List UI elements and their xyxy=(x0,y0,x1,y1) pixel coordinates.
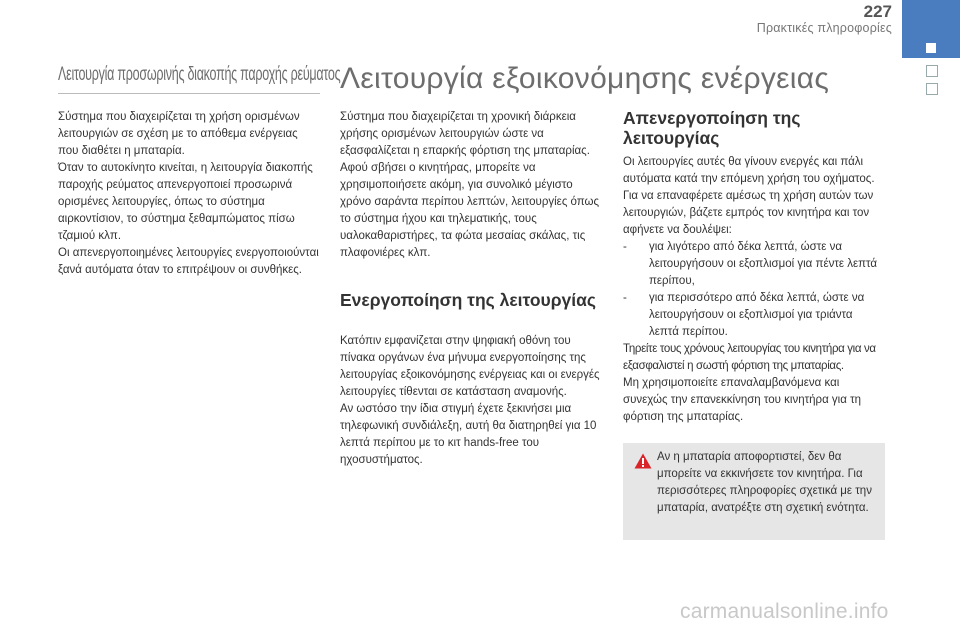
bullet-item xyxy=(623,239,885,290)
intro-paragraph: Αφού σβήσει ο κινητήρας, μπορείτε να χρησιμοποιήσετε ακόμη, για συνολικό μέγιστο χρόνο σαράντα περίπου λεπτών, λειτουργίες όπως το σύστημα ήχου και τηλεματικής, τους υαλοκαθαριστήρες, τα φώτα μεσαίας σκάλας, τις πλαφονιέρες κλπ. xyxy=(340,162,600,259)
deactivation-paragraph: Τηρείτε τους χρόνους λειτουργίας του κινητήρα για να εξασφαλιστεί η σωστή φόρτιση της μπαταρίας. xyxy=(623,343,876,372)
intro-body xyxy=(340,109,602,262)
activation-paragraph: Αν ωστόσο την ίδια στιγμή έχετε ξεκινήσει μια τηλεφωνική συνδιάλεξη, αυτή θα διατηρηθεί για 10 λεπτά περίπου με το κιτ hands-free του ηχοσυστήματος. xyxy=(340,403,597,466)
left-paragraph: Όταν το αυτοκίνητο κινείται, η λειτουργία διακοπής παροχής ρεύματος απενεργοποιεί προσωρινά ορισμένες λειτουργίες, όπως το σύστημα αιρκοντίσιον, το σύστημα ξεθαμπώματος πίσω τζαμιού κλπ. xyxy=(58,162,313,242)
left-column-heading: Λειτουργία προσωρινής διακοπής παροχής ρεύματος xyxy=(58,64,341,85)
intro-paragraph: Σύστημα που διαχειρίζεται τη χρονική διάρκεια χρήσης ορισμένων λειτουργιών ώστε να εξασφαλίζεται η επαρκής φόρτιση της μπαταρίας. xyxy=(340,111,590,157)
left-column-body xyxy=(58,109,320,279)
warning-icon xyxy=(634,453,652,469)
bullet-text: για λιγότερο από δέκα λεπτά, ώστε να λειτουργήσουν οι εξοπλισμοί για πέντε λεπτά περίπου, xyxy=(649,241,878,287)
main-title: Λειτουργία εξοικονόμησης ενέργειας xyxy=(340,62,830,95)
watermark: carmanualsonline.info xyxy=(680,600,889,623)
left-paragraph: Σύστημα που διαχειρίζεται τη χρήση ορισμένων λειτουργιών σε σχέση με το απόθεμα ενέργειας που διαθέτει η μπαταρία. xyxy=(58,111,300,157)
chapter-tab-outline-2[interactable] xyxy=(926,83,938,95)
tab-marker-icon xyxy=(926,43,936,53)
bullet-dash: - xyxy=(623,241,627,253)
deactivation-body xyxy=(623,154,885,426)
warning-note-text: Αν η μπαταρία αποφορτιστεί, δεν θα μπορείτε να εκκινήσετε τον κινητήρα. Για περισσότερες πληροφορίες σχετικά με την μπαταρία, ανατρέξτε στη σχετική ενότητα. xyxy=(657,451,872,514)
warning-note xyxy=(623,443,885,540)
chapter-tab-active[interactable] xyxy=(902,0,960,58)
bullet-item xyxy=(623,290,885,341)
section-label: Πρακτικές πληροφορίες xyxy=(756,21,892,35)
deactivation-heading: Απενεργοποίηση της λειτουργίας xyxy=(623,108,801,148)
activation-body xyxy=(340,333,602,469)
activation-heading: Ενεργοποίηση της λειτουργίας xyxy=(340,290,596,310)
bullet-text: για περισσότερο από δέκα λεπτά, ώστε να λειτουργήσουν οι εξοπλισμοί για τριάντα λεπτά περίπου. xyxy=(649,292,865,338)
deactivation-paragraph: Μη χρησιμοποιείτε επαναλαμβανόμενα και συνεχώς την επανεκκίνηση του κινητήρα για τη φόρτιση της μπαταρίας. xyxy=(623,377,862,423)
deactivation-paragraph: Οι λειτουργίες αυτές θα γίνουν ενεργές και πάλι αυτόματα κατά την επόμενη χρήση του οχήματος. xyxy=(623,156,875,185)
page-number: 227 xyxy=(863,2,892,21)
deactivation-paragraph: Για να επαναφέρετε αμέσως τη χρήση αυτών των λειτουργιών, βάζετε εμπρός τον κινητήρα και τον αφήνετε να δουλέψει: xyxy=(623,190,874,236)
left-heading-divider xyxy=(58,93,320,94)
chapter-tab-outline-1[interactable] xyxy=(926,65,938,77)
bullet-dash: - xyxy=(623,292,627,304)
left-paragraph: Οι απενεργοποιημένες λειτουργίες ενεργοποιούνται ξανά αυτόματα όταν το επιτρέψουν οι συνθήκες. xyxy=(58,247,319,276)
activation-paragraph: Κατόπιν εμφανίζεται στην ψηφιακή οθόνη του πίνακα οργάνων ένα μήνυμα ενεργοποίησης της λειτουργίας εξοικονόμησης ενέργειας και οι ενεργές λειτουργίες τίθενται σε κατάσταση αναμονής. xyxy=(340,335,600,398)
